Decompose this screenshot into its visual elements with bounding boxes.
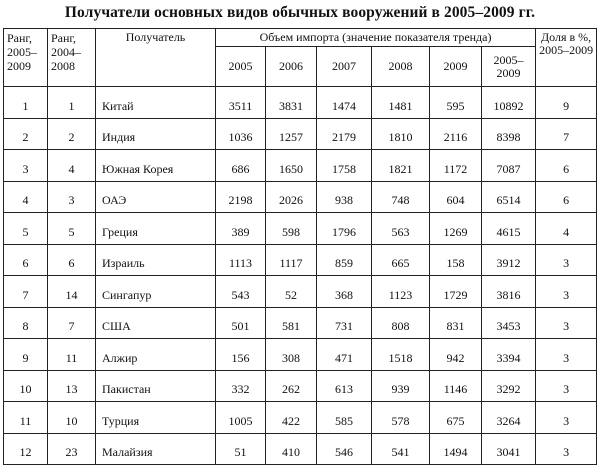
cell-value-2007: 546 bbox=[317, 433, 372, 465]
arms-recipients-table bbox=[3, 28, 597, 465]
cell-value-total: 3394 bbox=[482, 339, 536, 371]
table-row bbox=[4, 150, 597, 182]
cell-value-2007: 731 bbox=[317, 307, 372, 339]
cell-share: 7 bbox=[536, 118, 597, 150]
cell-value-2006: 262 bbox=[266, 370, 317, 402]
cell-country: Малайзия bbox=[96, 433, 216, 465]
cell-share: 3 bbox=[536, 402, 597, 434]
header-year: 2005–2009 bbox=[482, 47, 536, 87]
cell-rank-2004: 5 bbox=[48, 213, 96, 245]
header-year: 2007 bbox=[317, 47, 372, 87]
cell-country: Греция bbox=[96, 213, 216, 245]
cell-value-total: 4615 bbox=[482, 213, 536, 245]
cell-value-2006: 1650 bbox=[266, 150, 317, 182]
cell-value-2006: 598 bbox=[266, 213, 317, 245]
cell-value-total: 3292 bbox=[482, 370, 536, 402]
cell-country: Южная Корея bbox=[96, 150, 216, 182]
cell-value-2008: 808 bbox=[372, 307, 430, 339]
cell-share: 3 bbox=[536, 244, 597, 276]
table-row bbox=[4, 402, 597, 434]
table-row bbox=[4, 244, 597, 276]
cell-value-total: 7087 bbox=[482, 150, 536, 182]
cell-value-total: 10892 bbox=[482, 87, 536, 119]
cell-share: 6 bbox=[536, 150, 597, 182]
cell-value-2009: 158 bbox=[430, 244, 482, 276]
cell-value-2006: 2026 bbox=[266, 181, 317, 213]
header-year: 2006 bbox=[266, 47, 317, 87]
cell-share: 9 bbox=[536, 87, 597, 119]
cell-country: Сингапур bbox=[96, 276, 216, 308]
cell-value-2009: 1494 bbox=[430, 433, 482, 465]
cell-value-2006: 1117 bbox=[266, 244, 317, 276]
cell-value-2008: 1821 bbox=[372, 150, 430, 182]
cell-value-2006: 308 bbox=[266, 339, 317, 371]
cell-value-2005: 51 bbox=[216, 433, 266, 465]
cell-value-2008: 1810 bbox=[372, 118, 430, 150]
cell-rank-2004: 14 bbox=[48, 276, 96, 308]
cell-share: 3 bbox=[536, 370, 597, 402]
cell-value-2005: 501 bbox=[216, 307, 266, 339]
table-row bbox=[4, 433, 597, 465]
cell-country: США bbox=[96, 307, 216, 339]
cell-share: 3 bbox=[536, 276, 597, 308]
cell-value-2009: 831 bbox=[430, 307, 482, 339]
cell-value-2008: 939 bbox=[372, 370, 430, 402]
cell-value-2005: 3511 bbox=[216, 87, 266, 119]
cell-value-2007: 1796 bbox=[317, 213, 372, 245]
header-recipient: Получатель bbox=[96, 29, 216, 87]
header-year: 2009 bbox=[430, 47, 482, 87]
cell-value-2007: 368 bbox=[317, 276, 372, 308]
cell-rank-2005: 12 bbox=[4, 433, 48, 465]
cell-rank-2005: 10 bbox=[4, 370, 48, 402]
table-body bbox=[4, 87, 597, 465]
cell-rank-2004: 11 bbox=[48, 339, 96, 371]
cell-value-2005: 1005 bbox=[216, 402, 266, 434]
table-row bbox=[4, 276, 597, 308]
cell-country: Турция bbox=[96, 402, 216, 434]
table-title: Получатели основных видов обычных вооружений в 2005–2009 гг. bbox=[64, 4, 536, 21]
cell-value-2007: 471 bbox=[317, 339, 372, 371]
table-row bbox=[4, 307, 597, 339]
cell-rank-2005: 3 bbox=[4, 150, 48, 182]
cell-rank-2005: 2 bbox=[4, 118, 48, 150]
cell-value-2007: 585 bbox=[317, 402, 372, 434]
cell-value-2005: 332 bbox=[216, 370, 266, 402]
cell-rank-2004: 1 bbox=[48, 87, 96, 119]
cell-value-2008: 578 bbox=[372, 402, 430, 434]
cell-value-2009: 1172 bbox=[430, 150, 482, 182]
cell-value-2007: 1758 bbox=[317, 150, 372, 182]
cell-country: Алжир bbox=[96, 339, 216, 371]
header-year: 2008 bbox=[372, 47, 430, 87]
cell-rank-2005: 4 bbox=[4, 181, 48, 213]
cell-value-2005: 543 bbox=[216, 276, 266, 308]
cell-value-2009: 604 bbox=[430, 181, 482, 213]
cell-value-2006: 3831 bbox=[266, 87, 317, 119]
cell-value-2006: 422 bbox=[266, 402, 317, 434]
cell-value-2008: 541 bbox=[372, 433, 430, 465]
cell-value-2007: 1474 bbox=[317, 87, 372, 119]
cell-share: 4 bbox=[536, 213, 597, 245]
cell-value-2006: 1257 bbox=[266, 118, 317, 150]
cell-rank-2005: 1 bbox=[4, 87, 48, 119]
cell-rank-2004: 23 bbox=[48, 433, 96, 465]
cell-country: Китай bbox=[96, 87, 216, 119]
cell-value-2009: 1269 bbox=[430, 213, 482, 245]
table-row bbox=[4, 87, 597, 119]
cell-rank-2004: 3 bbox=[48, 181, 96, 213]
cell-value-total: 3041 bbox=[482, 433, 536, 465]
cell-value-2005: 2198 bbox=[216, 181, 266, 213]
cell-value-total: 3912 bbox=[482, 244, 536, 276]
cell-value-2008: 563 bbox=[372, 213, 430, 245]
header-rank-2004-2008: Ранг, 2004–2008 bbox=[48, 29, 96, 87]
cell-value-2006: 52 bbox=[266, 276, 317, 308]
cell-value-2009: 1729 bbox=[430, 276, 482, 308]
cell-country: ОАЭ bbox=[96, 181, 216, 213]
header-import-volume: Объем импорта (значение показателя тренда) bbox=[216, 29, 536, 47]
cell-value-2009: 595 bbox=[430, 87, 482, 119]
cell-share: 3 bbox=[536, 433, 597, 465]
cell-value-2005: 1036 bbox=[216, 118, 266, 150]
cell-rank-2005: 8 bbox=[4, 307, 48, 339]
cell-rank-2004: 4 bbox=[48, 150, 96, 182]
cell-value-2009: 675 bbox=[430, 402, 482, 434]
cell-value-2008: 1518 bbox=[372, 339, 430, 371]
cell-value-2008: 665 bbox=[372, 244, 430, 276]
table-row bbox=[4, 370, 597, 402]
table-row bbox=[4, 339, 597, 371]
cell-rank-2004: 7 bbox=[48, 307, 96, 339]
header-rank-2005-2009: Ранг, 2005–2009 bbox=[4, 29, 48, 87]
header-year: 2005 bbox=[216, 47, 266, 87]
cell-value-2008: 748 bbox=[372, 181, 430, 213]
cell-country: Пакистан bbox=[96, 370, 216, 402]
cell-value-total: 3264 bbox=[482, 402, 536, 434]
cell-value-total: 8398 bbox=[482, 118, 536, 150]
table-row bbox=[4, 118, 597, 150]
cell-value-total: 3816 bbox=[482, 276, 536, 308]
cell-value-total: 3453 bbox=[482, 307, 536, 339]
cell-value-2008: 1123 bbox=[372, 276, 430, 308]
cell-share: 3 bbox=[536, 339, 597, 371]
cell-rank-2005: 9 bbox=[4, 339, 48, 371]
cell-rank-2004: 2 bbox=[48, 118, 96, 150]
cell-share: 6 bbox=[536, 181, 597, 213]
cell-value-2005: 389 bbox=[216, 213, 266, 245]
cell-value-2005: 1113 bbox=[216, 244, 266, 276]
table-row bbox=[4, 181, 597, 213]
cell-rank-2005: 11 bbox=[4, 402, 48, 434]
cell-rank-2004: 10 bbox=[48, 402, 96, 434]
cell-value-2009: 2116 bbox=[430, 118, 482, 150]
header-share: Доля в %, 2005–2009 bbox=[536, 29, 597, 87]
cell-value-2007: 938 bbox=[317, 181, 372, 213]
cell-value-2007: 2179 bbox=[317, 118, 372, 150]
cell-value-2009: 942 bbox=[430, 339, 482, 371]
cell-rank-2005: 5 bbox=[4, 213, 48, 245]
cell-rank-2005: 6 bbox=[4, 244, 48, 276]
cell-country: Израиль bbox=[96, 244, 216, 276]
table-row bbox=[4, 213, 597, 245]
cell-value-total: 6514 bbox=[482, 181, 536, 213]
cell-rank-2004: 13 bbox=[48, 370, 96, 402]
cell-value-2008: 1481 bbox=[372, 87, 430, 119]
cell-value-2009: 1146 bbox=[430, 370, 482, 402]
cell-value-2006: 581 bbox=[266, 307, 317, 339]
cell-value-2007: 613 bbox=[317, 370, 372, 402]
cell-value-2006: 410 bbox=[266, 433, 317, 465]
cell-value-2007: 859 bbox=[317, 244, 372, 276]
cell-share: 3 bbox=[536, 307, 597, 339]
cell-value-2005: 686 bbox=[216, 150, 266, 182]
cell-rank-2005: 7 bbox=[4, 276, 48, 308]
cell-rank-2004: 6 bbox=[48, 244, 96, 276]
cell-value-2005: 156 bbox=[216, 339, 266, 371]
cell-country: Индия bbox=[96, 118, 216, 150]
